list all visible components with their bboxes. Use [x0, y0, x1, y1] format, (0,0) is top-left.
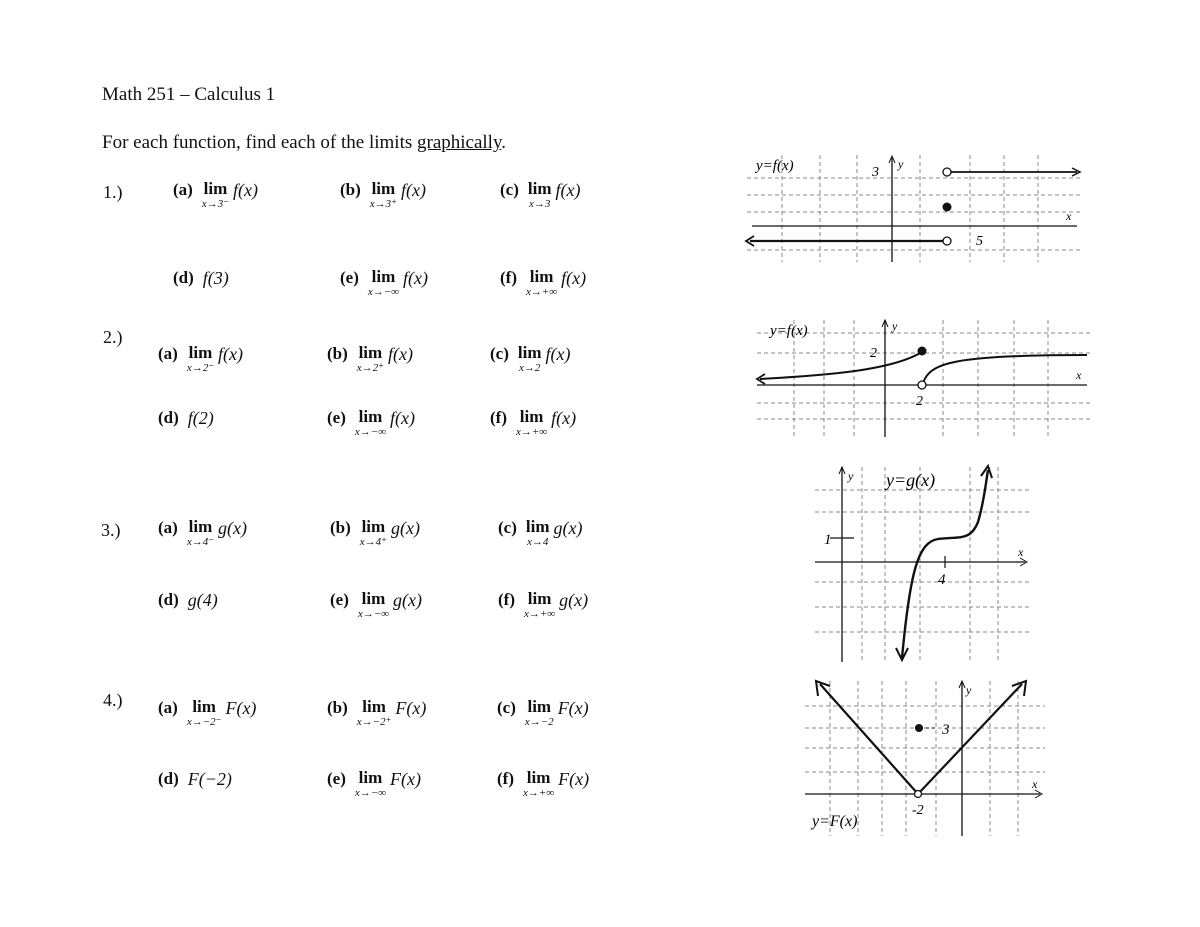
graph-1-name: y=f(x)	[756, 158, 794, 174]
graph-2-filled-dot	[918, 347, 927, 356]
graph-4-open-dot	[915, 791, 922, 798]
graph-3-label-4: 4	[938, 572, 946, 588]
graph-1-y-label: y	[898, 157, 904, 171]
graph-4-name: y=F(x)	[812, 813, 858, 830]
instructions-suffix: .	[501, 132, 506, 153]
problem-4-part-b: (b) lim x→−2⁺ F(x)	[327, 697, 427, 728]
problem-3-part-a: (a) lim x→4⁻ g(x)	[158, 517, 248, 548]
problem-1-part-a: (a) lim x→3⁻ f(x)	[173, 179, 259, 210]
problem-4-part-d: (d) F(−2)	[158, 769, 232, 789]
problem-3-part-e: (e) lim x→−∞ g(x)	[330, 589, 423, 620]
graph-2-name: y=f(x)	[770, 323, 808, 339]
graph-2-label-2-x: 2	[916, 394, 923, 409]
graph-3-label-1: 1	[824, 532, 832, 548]
problem-2-part-c: (c) lim x→2 f(x)	[490, 343, 571, 374]
problem-4-number: 4.)	[103, 690, 123, 710]
graph-4-x-label: x	[1032, 777, 1038, 791]
graph-1	[742, 150, 1087, 265]
graph-4-filled-dot	[915, 724, 923, 732]
instructions-prefix: For each function, find each of the limits	[102, 132, 417, 153]
problem-1-number: 1.)	[103, 182, 123, 202]
graph-4-label-neg2: -2	[912, 803, 924, 818]
graph-1-open-dot-bottom	[943, 237, 951, 245]
instructions	[102, 132, 506, 154]
graph-2-y-label: y	[892, 319, 898, 333]
problem-1-part-d: (d) f(3)	[173, 268, 229, 288]
graph-4	[800, 676, 1050, 841]
problem-3-part-f: (f) lim x→+∞ g(x)	[498, 589, 589, 620]
problem-2-part-e: (e) lim x→−∞ f(x)	[327, 407, 416, 438]
graph-3	[810, 462, 1035, 665]
problem-2-part-f: (f) lim x→+∞ f(x)	[490, 407, 577, 438]
problem-1-part-b: (b) lim x→3⁺ f(x)	[340, 179, 426, 210]
graph-1-filled-dot	[943, 203, 952, 212]
problem-3-part-d: (d) g(4)	[158, 590, 218, 610]
problem-2-part-d: (d) f(2)	[158, 408, 214, 428]
problem-3-part-b: (b) lim x→4⁺ g(x)	[330, 517, 420, 548]
problem-3-part-c: (c) lim x→4 g(x)	[498, 517, 583, 548]
problem-4-part-c: (c) lim x→−2 F(x)	[497, 697, 589, 728]
graph-2-left-curve	[760, 352, 922, 379]
graph-1-label-5: 5	[976, 234, 983, 249]
graph-1-x-label: x	[1066, 209, 1072, 223]
graph-2-right-curve	[923, 355, 1087, 383]
problem-1-part-c: (c) lim x→3 f(x)	[500, 179, 581, 210]
graph-1-label-3: 3	[872, 165, 879, 180]
graph-2	[752, 315, 1097, 440]
graph-2-label-2-y: 2	[870, 346, 877, 361]
graph-4-y-label: y	[966, 683, 972, 697]
problem-4-part-f: (f) lim x→+∞ F(x)	[497, 768, 590, 799]
problem-1-part-e: (e) lim x→−∞ f(x)	[340, 267, 429, 298]
graph-3-name: y=g(x)	[886, 470, 936, 490]
problem-2-number: 2.)	[103, 327, 123, 347]
graph-1-grid	[747, 155, 1082, 262]
problem-3-number: 3.)	[101, 520, 121, 540]
problem-4-part-e: (e) lim x→−∞ F(x)	[327, 768, 422, 799]
graph-3-grid	[815, 467, 1030, 662]
problem-2-part-a: (a) lim x→2⁻ f(x)	[158, 343, 244, 374]
problem-4-part-a: (a) lim x→−2⁻ F(x)	[158, 697, 257, 728]
problem-1-part-f: (f) lim x→+∞ f(x)	[500, 267, 587, 298]
graph-4-v-curve	[820, 684, 1022, 794]
graph-3-x-label: x	[1018, 545, 1024, 559]
graph-4-label-3: 3	[942, 722, 950, 738]
graph-2-open-dot	[918, 381, 926, 389]
problem-2-part-b: (b) lim x→2⁺ f(x)	[327, 343, 413, 374]
graph-2-x-label: x	[1076, 368, 1082, 382]
instructions-emphasis: graphically	[417, 132, 502, 153]
graph-3-y-label: y	[848, 469, 854, 483]
course-title: Math 251 – Calculus 1	[102, 84, 276, 105]
graph-1-open-dot-top	[943, 168, 951, 176]
